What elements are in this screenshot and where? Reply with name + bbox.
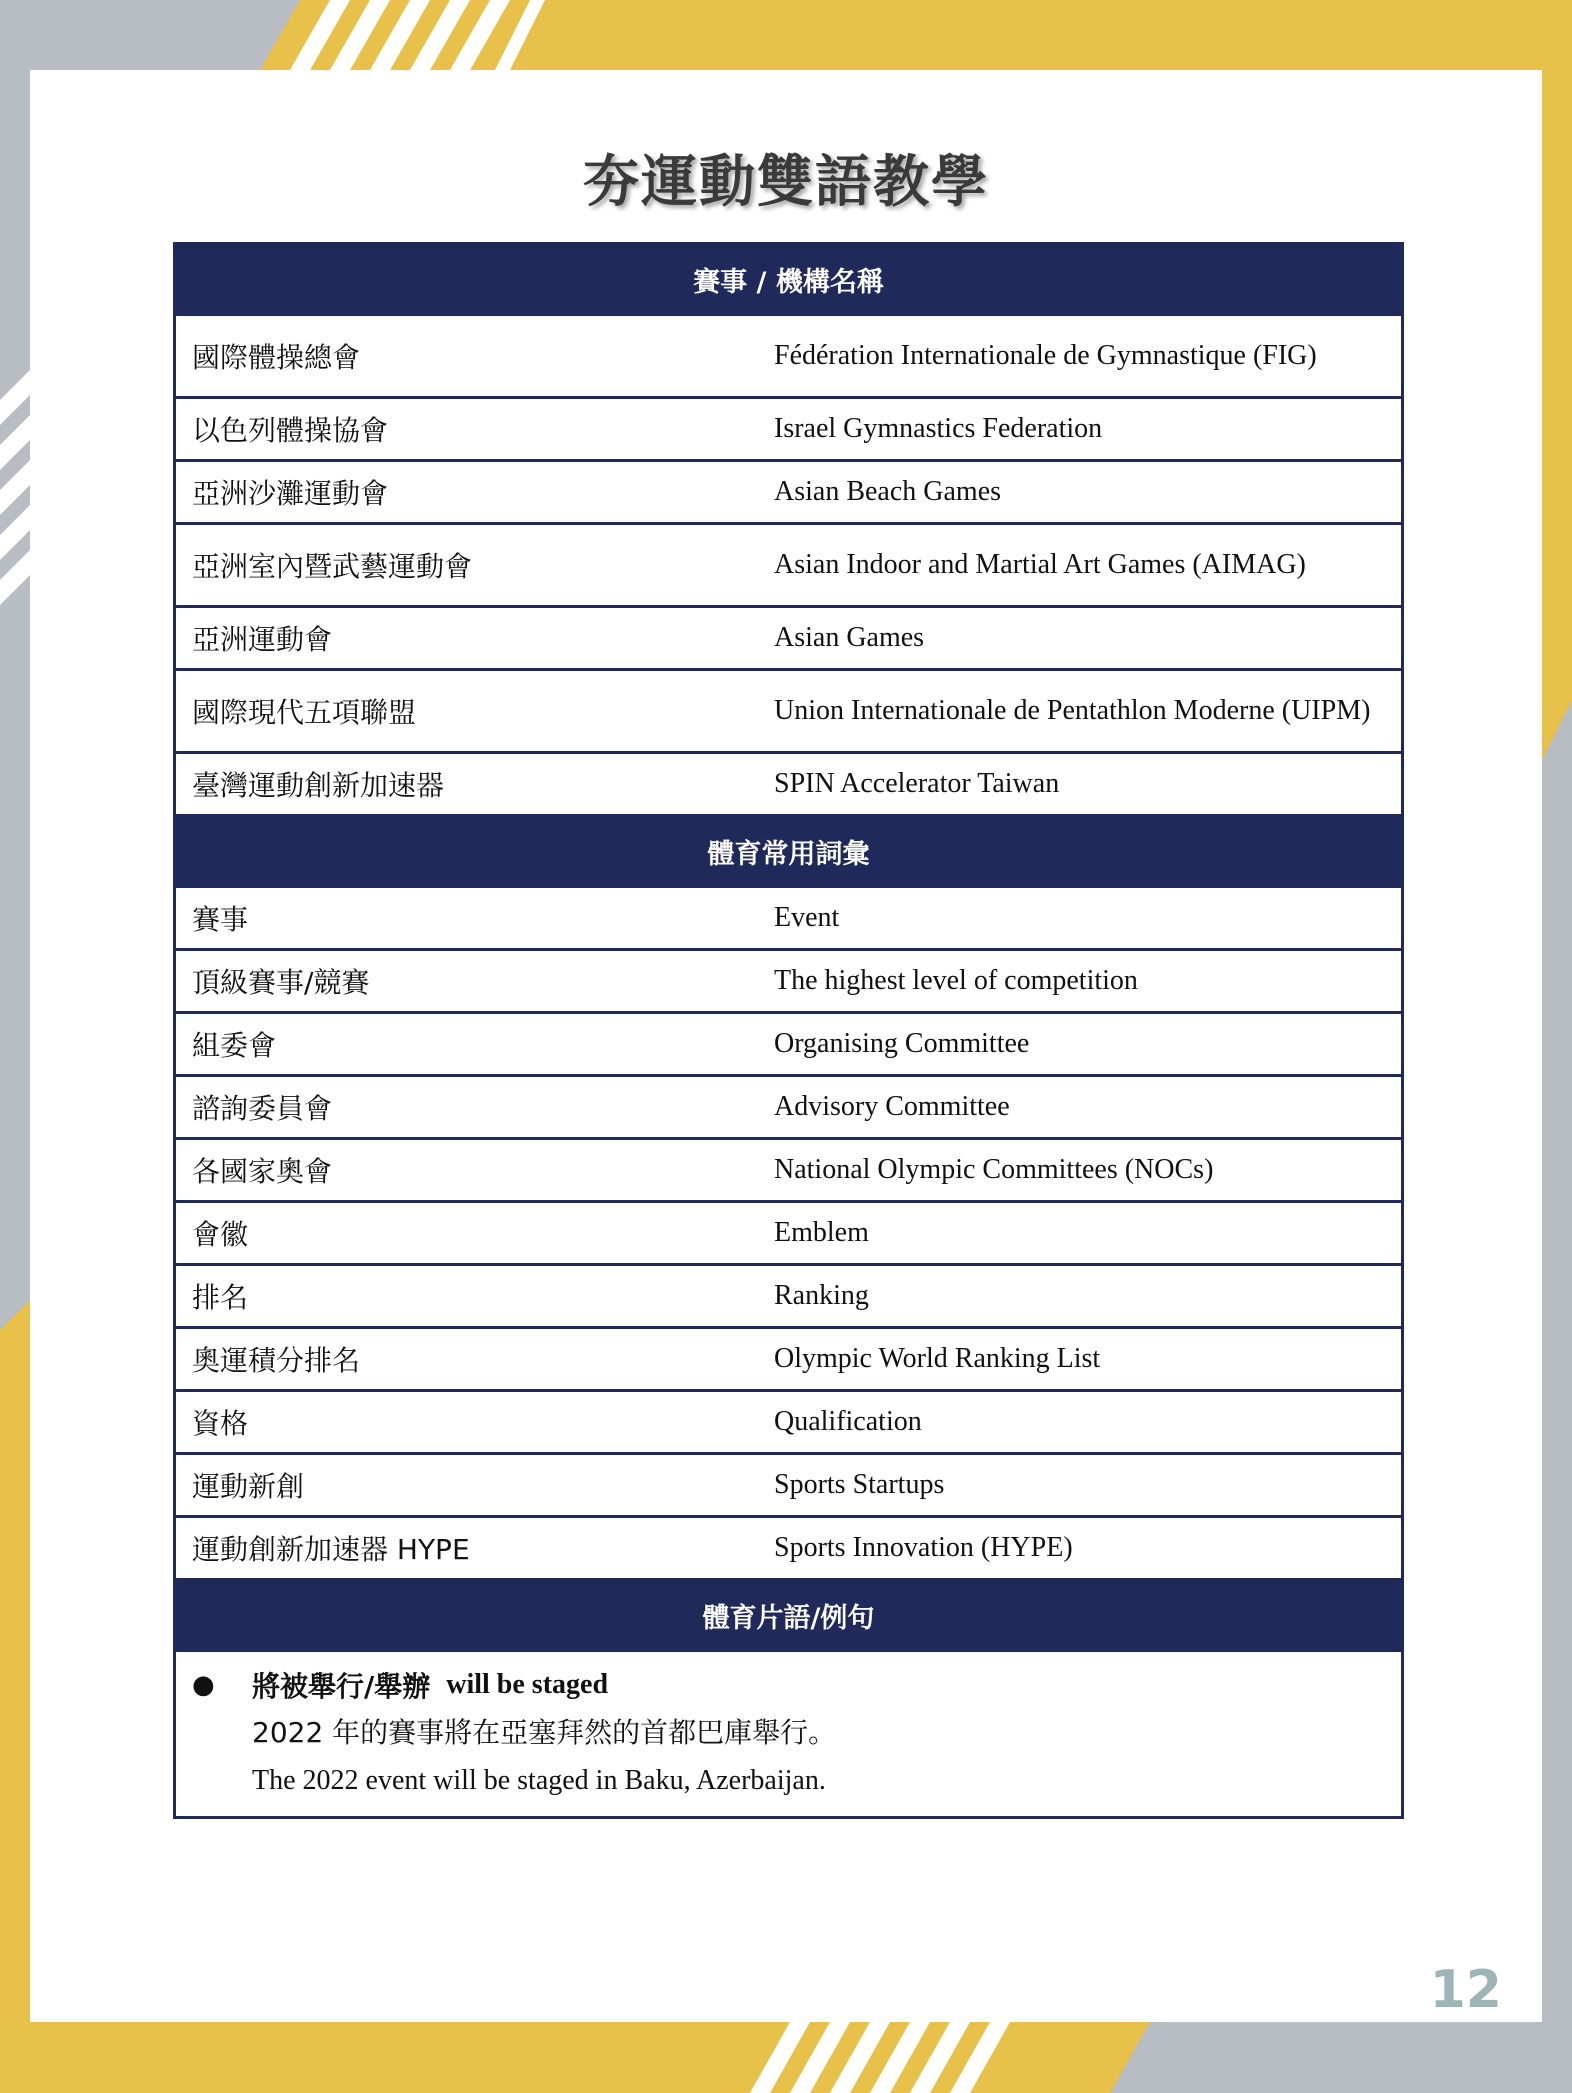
example-sentence-english: The 2022 event will be staged in Baku, Azerbaijan. — [252, 1765, 826, 1796]
row-english-term: Sports Innovation (HYPE) — [774, 1532, 1073, 1563]
example-sentence-chinese: 2022 年的賽事將在亞塞拜然的首都巴庫舉行。 — [252, 1716, 837, 1749]
phrase-term-chinese: 將被舉行/舉辦 — [252, 1670, 431, 1703]
table-row — [176, 525, 1401, 608]
row-english-term: Asian Games — [774, 622, 925, 653]
row-chinese-term: 亞洲運動會 — [192, 623, 333, 656]
row-chinese-term: 排名 — [192, 1281, 249, 1314]
table-row — [176, 1392, 1401, 1455]
row-english-term: Asian Beach Games — [774, 476, 1002, 507]
row-chinese-term: 諮詢委員會 — [192, 1092, 333, 1125]
row-english-term: Olympic World Ranking List — [774, 1343, 1101, 1374]
row-chinese-term: 資格 — [192, 1407, 249, 1440]
row-chinese-term: 亞洲室內暨武藝運動會 — [192, 550, 473, 583]
table-row — [176, 462, 1401, 525]
row-english-term: Event — [774, 902, 840, 933]
table-row — [176, 754, 1401, 817]
table-row — [176, 1455, 1401, 1518]
row-english-term: Qualification — [774, 1406, 922, 1437]
row-chinese-term: 會徽 — [192, 1218, 249, 1251]
table-row — [176, 1518, 1401, 1581]
table-row — [176, 1014, 1401, 1077]
row-chinese-term: 亞洲沙灘運動會 — [192, 477, 389, 510]
row-chinese-term: 頂級賽事/競賽 — [192, 966, 370, 999]
table-row — [176, 671, 1401, 754]
table-row — [176, 316, 1401, 399]
row-chinese-term: 臺灣運動創新加速器 — [192, 769, 445, 802]
row-chinese-term: 運動新創 — [192, 1470, 305, 1503]
row-english-term: National Olympic Committees (NOCs) — [774, 1154, 1214, 1185]
table-row — [176, 1077, 1401, 1140]
row-chinese-term: 以色列體操協會 — [192, 414, 389, 447]
row-english-term: Sports Startups — [774, 1469, 945, 1500]
row-chinese-term: 國際體操總會 — [192, 341, 361, 374]
section-heading-phrases: 體育片語/例句 — [176, 1581, 1401, 1652]
bullet-icon: ● — [192, 1670, 215, 1700]
row-english-term: Advisory Committee — [774, 1091, 1010, 1122]
row-chinese-term: 組委會 — [192, 1029, 277, 1062]
row-chinese-term: 奧運積分排名 — [192, 1344, 361, 1377]
vocabulary-table — [173, 242, 1404, 1819]
section-heading-organizations: 賽事 / 機構名稱 — [176, 245, 1401, 316]
phrase-term — [192, 1664, 1385, 1706]
row-english-term: Israel Gymnastics Federation — [774, 413, 1103, 444]
row-chinese-term: 各國家奧會 — [192, 1155, 333, 1188]
table-row — [176, 951, 1401, 1014]
row-english-term: Emblem — [774, 1217, 869, 1248]
row-chinese-term: 國際現代五項聯盟 — [192, 696, 417, 729]
table-row — [176, 1203, 1401, 1266]
row-english-term: Ranking — [774, 1280, 869, 1311]
row-english-term: Fédération Internationale de Gymnastique (FIG) — [774, 340, 1317, 371]
row-english-term: SPIN Accelerator Taiwan — [774, 768, 1060, 799]
page-number: 12 — [1429, 1960, 1502, 2020]
row-chinese-term: 運動創新加速器 HYPE — [192, 1533, 470, 1566]
phrase-example — [176, 1652, 1401, 1816]
row-chinese-term: 賽事 — [192, 903, 249, 936]
table-row — [176, 1266, 1401, 1329]
table-row — [176, 888, 1401, 951]
table-row — [176, 1329, 1401, 1392]
table-row — [176, 1140, 1401, 1203]
section-heading-vocabulary: 體育常用詞彙 — [176, 817, 1401, 888]
row-english-term: Union Internationale de Pentathlon Moderne (UIPM) — [774, 695, 1371, 726]
page-title: 夯運動雙語教學 — [583, 150, 989, 215]
row-english-term: Organising Committee — [774, 1028, 1030, 1059]
phrase-term-english: will be staged — [446, 1669, 609, 1700]
table-row — [176, 608, 1401, 671]
row-english-term: The highest level of competition — [774, 965, 1138, 996]
row-english-term: Asian Indoor and Martial Art Games (AIMAG) — [774, 549, 1306, 580]
table-row — [176, 399, 1401, 462]
